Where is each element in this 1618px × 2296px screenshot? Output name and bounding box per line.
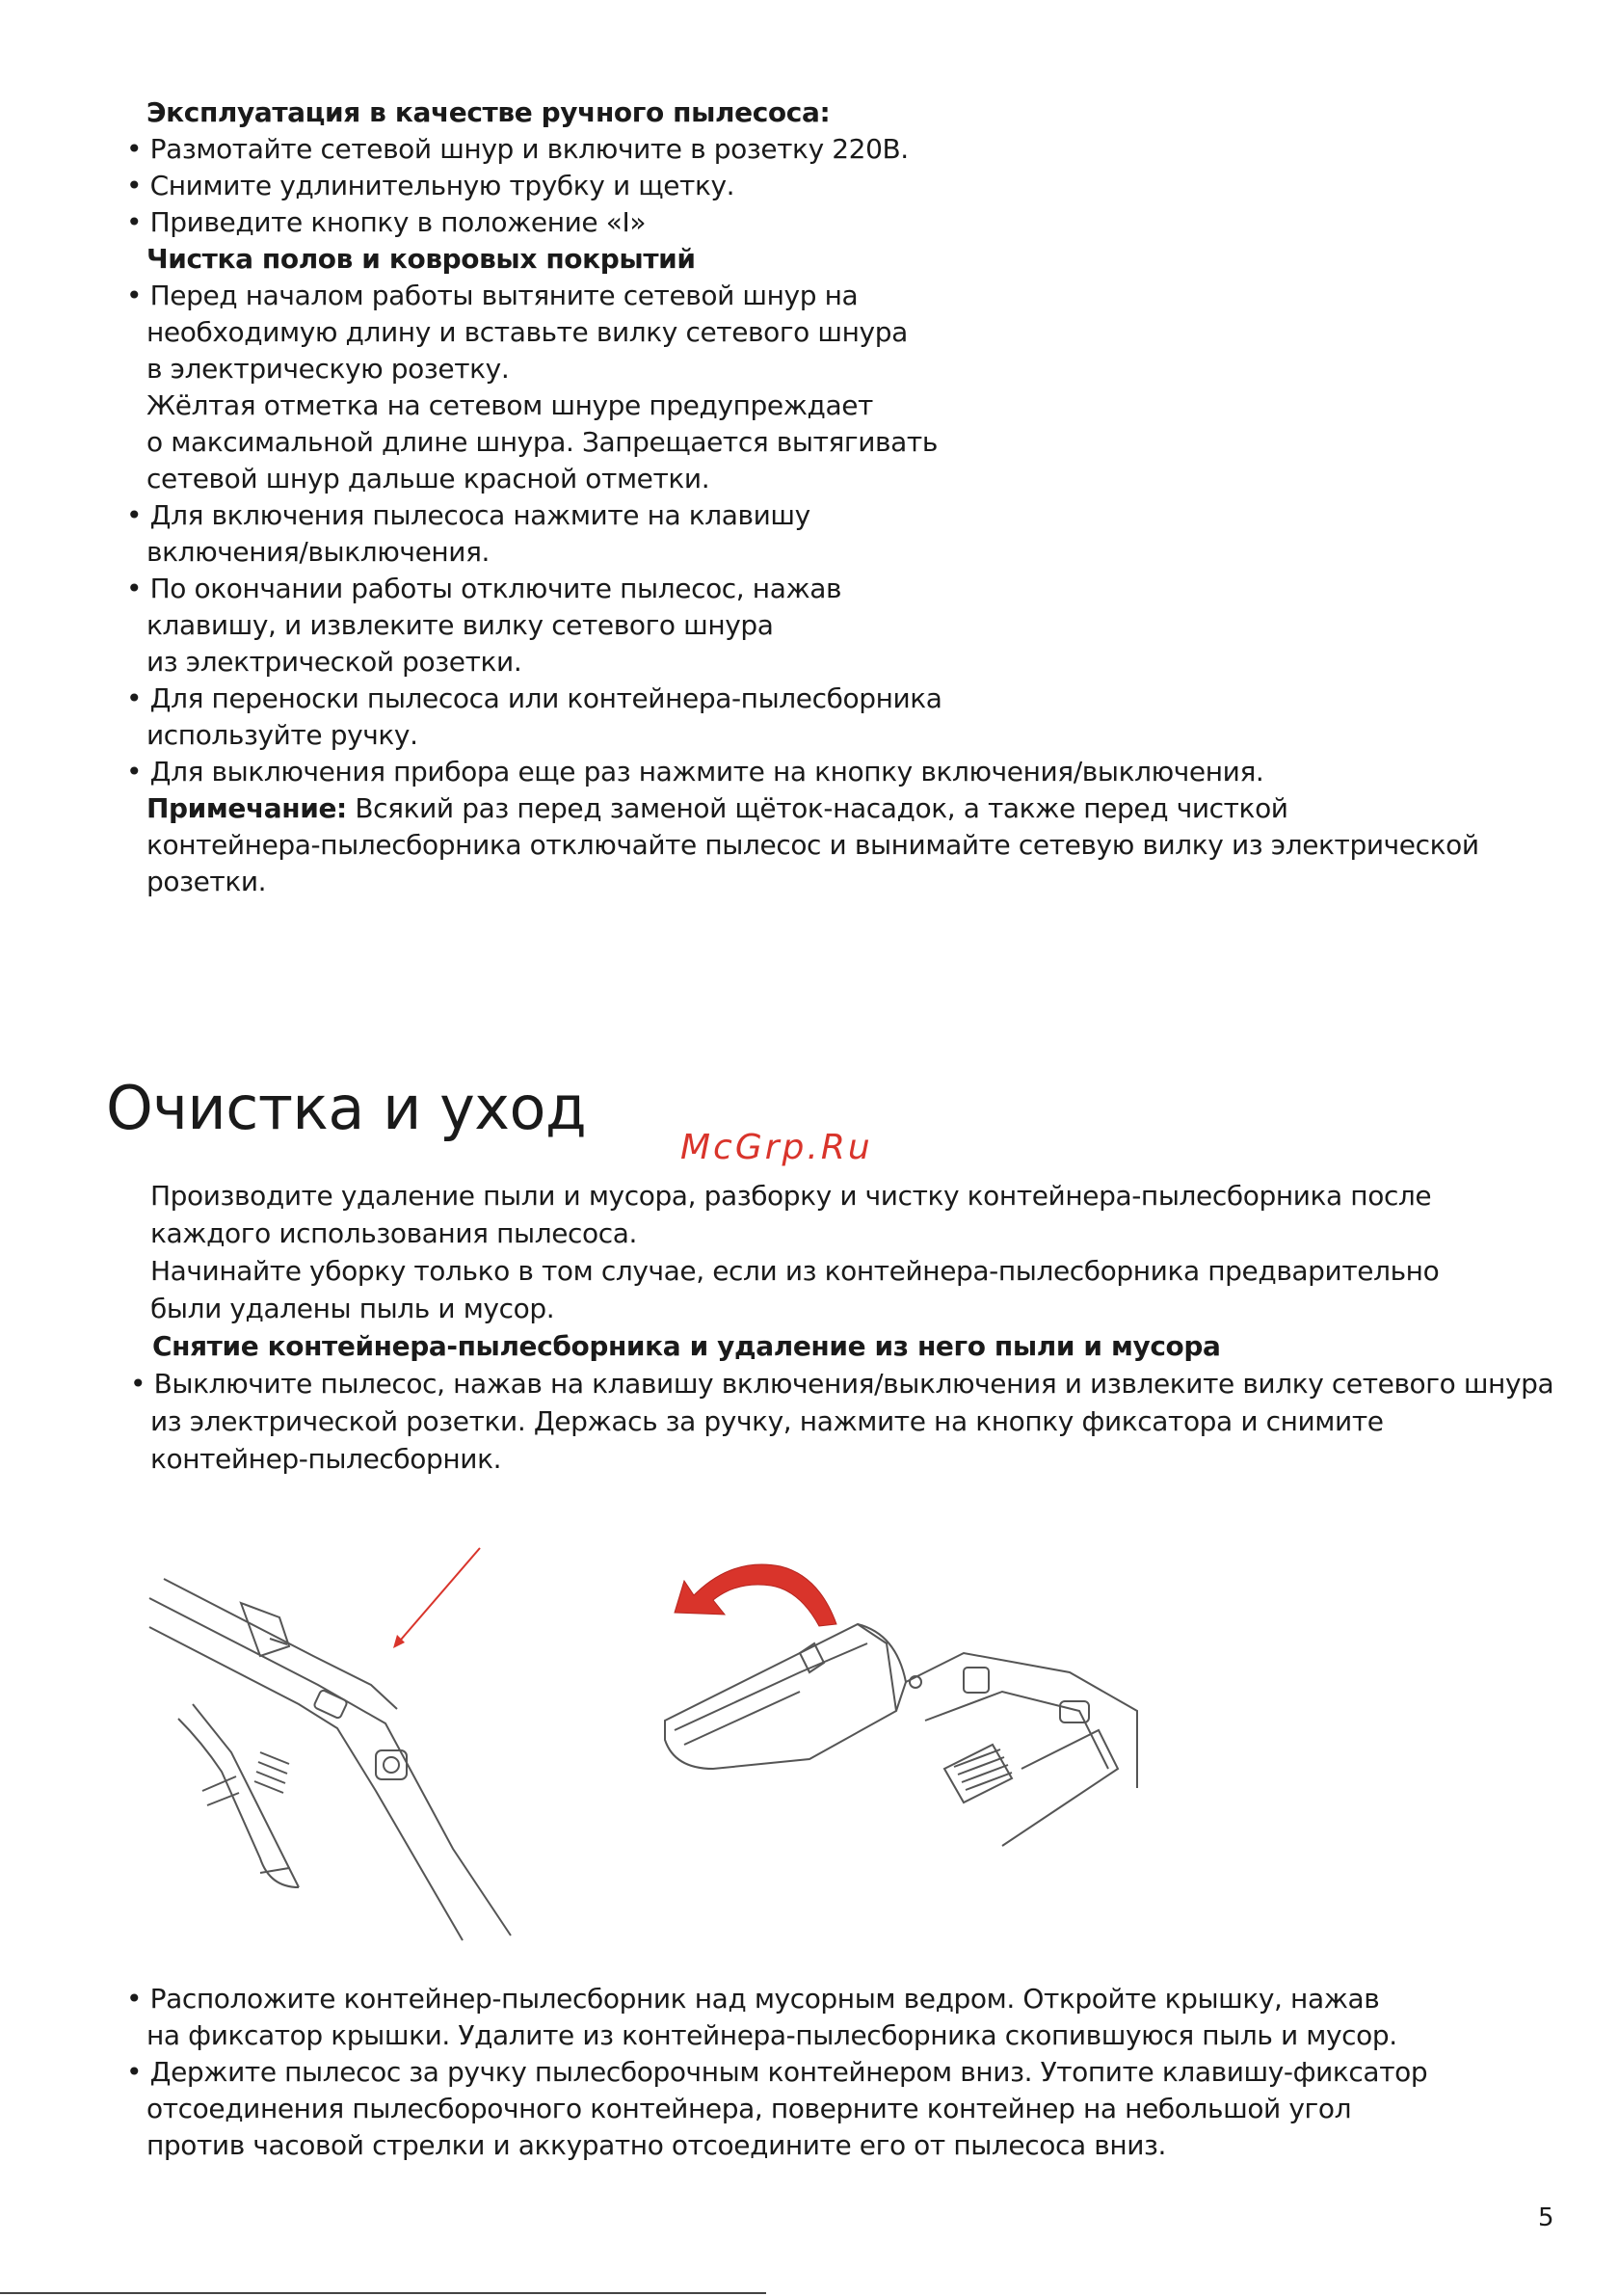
- cleaning-care-heading: Очистка и уход: [106, 1073, 587, 1143]
- note-label: Примечание:: [146, 792, 347, 824]
- list-item: • Размотайте сетевой шнур и включите в розетку 220В.: [126, 133, 909, 165]
- list-item: • Для выключения прибора еще раз нажмите на кнопку включения/выключения.: [126, 756, 1264, 788]
- list-item: • Перед началом работы вытяните сетевой шнур на: [126, 280, 859, 311]
- floor-cleaning-title: Чистка полов и ковровых покрытий: [146, 243, 696, 275]
- list-item: • Для включения пылесоса нажмите на клавишу: [126, 499, 810, 531]
- paragraph-line: были удалены пыль и мусор.: [150, 1293, 555, 1324]
- list-item: из электрической розетки.: [146, 646, 522, 678]
- handheld-usage-title: Эксплуатация в качестве ручного пылесоса:: [146, 96, 831, 128]
- note-line: [146, 790, 1288, 827]
- list-item: • Снимите удлинительную трубку и щетку.: [126, 170, 735, 201]
- figure-release-button: [145, 1540, 540, 1945]
- paragraph-line: Производите удаление пыли и мусора, разборку и чистку контейнера-пылесборника после: [150, 1180, 1432, 1212]
- container-removal-title: Снятие контейнера-пылесборника и удаление из него пыли и мусора: [152, 1330, 1221, 1362]
- list-item: • Для переноски пылесоса или контейнера-пылесборника: [126, 682, 942, 714]
- paragraph-line: Начинайте уборку только в том случае, если из контейнера-пылесборника предварительно: [150, 1255, 1440, 1287]
- list-item: • Приведите кнопку в положение «I»: [126, 206, 647, 238]
- list-item: используйте ручку.: [146, 719, 418, 751]
- list-item: против часовой стрелки и аккуратно отсоедините его от пылесоса вниз.: [146, 2129, 1167, 2161]
- list-item: Жёлтая отметка на сетевом шнуре предупреждает: [146, 389, 873, 421]
- list-item: из электрической розетки. Держась за ручку, нажмите на кнопку фиксатора и снимите: [150, 1405, 1384, 1437]
- list-item: контейнер-пылесборник.: [150, 1443, 502, 1475]
- page-number: 5: [1538, 2203, 1554, 2232]
- list-item: включения/выключения.: [146, 536, 491, 568]
- list-item: • Расположите контейнер-пылесборник над мусорным ведром. Откройте крышку, нажав: [126, 1983, 1380, 2015]
- list-item: • По окончании работы отключите пылесос, нажав: [126, 573, 842, 604]
- note-text: Всякий раз перед заменой щёток-насадок, а также перед чисткой: [346, 792, 1288, 824]
- rotation-arrow-icon: [675, 1564, 836, 1626]
- list-item: клавишу, и извлеките вилку сетевого шнура: [146, 609, 774, 641]
- note-line: контейнера-пылесборника отключайте пылесос и вынимайте сетевую вилку из электрической: [146, 829, 1479, 861]
- list-item: на фиксатор крышки. Удалите из контейнера-пылесборника скопившуюся пыль и мусор.: [146, 2019, 1397, 2051]
- list-item: в электрическую розетку.: [146, 353, 510, 385]
- list-item: • Выключите пылесос, нажав на клавишу включения/выключения и извлеките вилку сетевого шнура: [130, 1368, 1554, 1400]
- note-line: розетки.: [146, 866, 267, 897]
- list-item: отсоединения пылесборочного контейнера, поверните контейнер на небольшой угол: [146, 2093, 1352, 2124]
- footer-rule: [0, 2292, 766, 2294]
- list-item: о максимальной длине шнура. Запрещается вытягивать: [146, 426, 938, 458]
- figure-container-rotation: [655, 1537, 1147, 1855]
- list-item: сетевой шнур дальше красной отметки.: [146, 463, 710, 494]
- list-item: необходимую длину и вставьте вилку сетевого шнура: [146, 316, 908, 348]
- list-item: • Держите пылесос за ручку пылесборочным контейнером вниз. Утопите клавишу-фиксатор: [126, 2056, 1428, 2088]
- watermark: McGrp.Ru: [680, 1128, 873, 1167]
- paragraph-line: каждого использования пылесоса.: [150, 1217, 637, 1249]
